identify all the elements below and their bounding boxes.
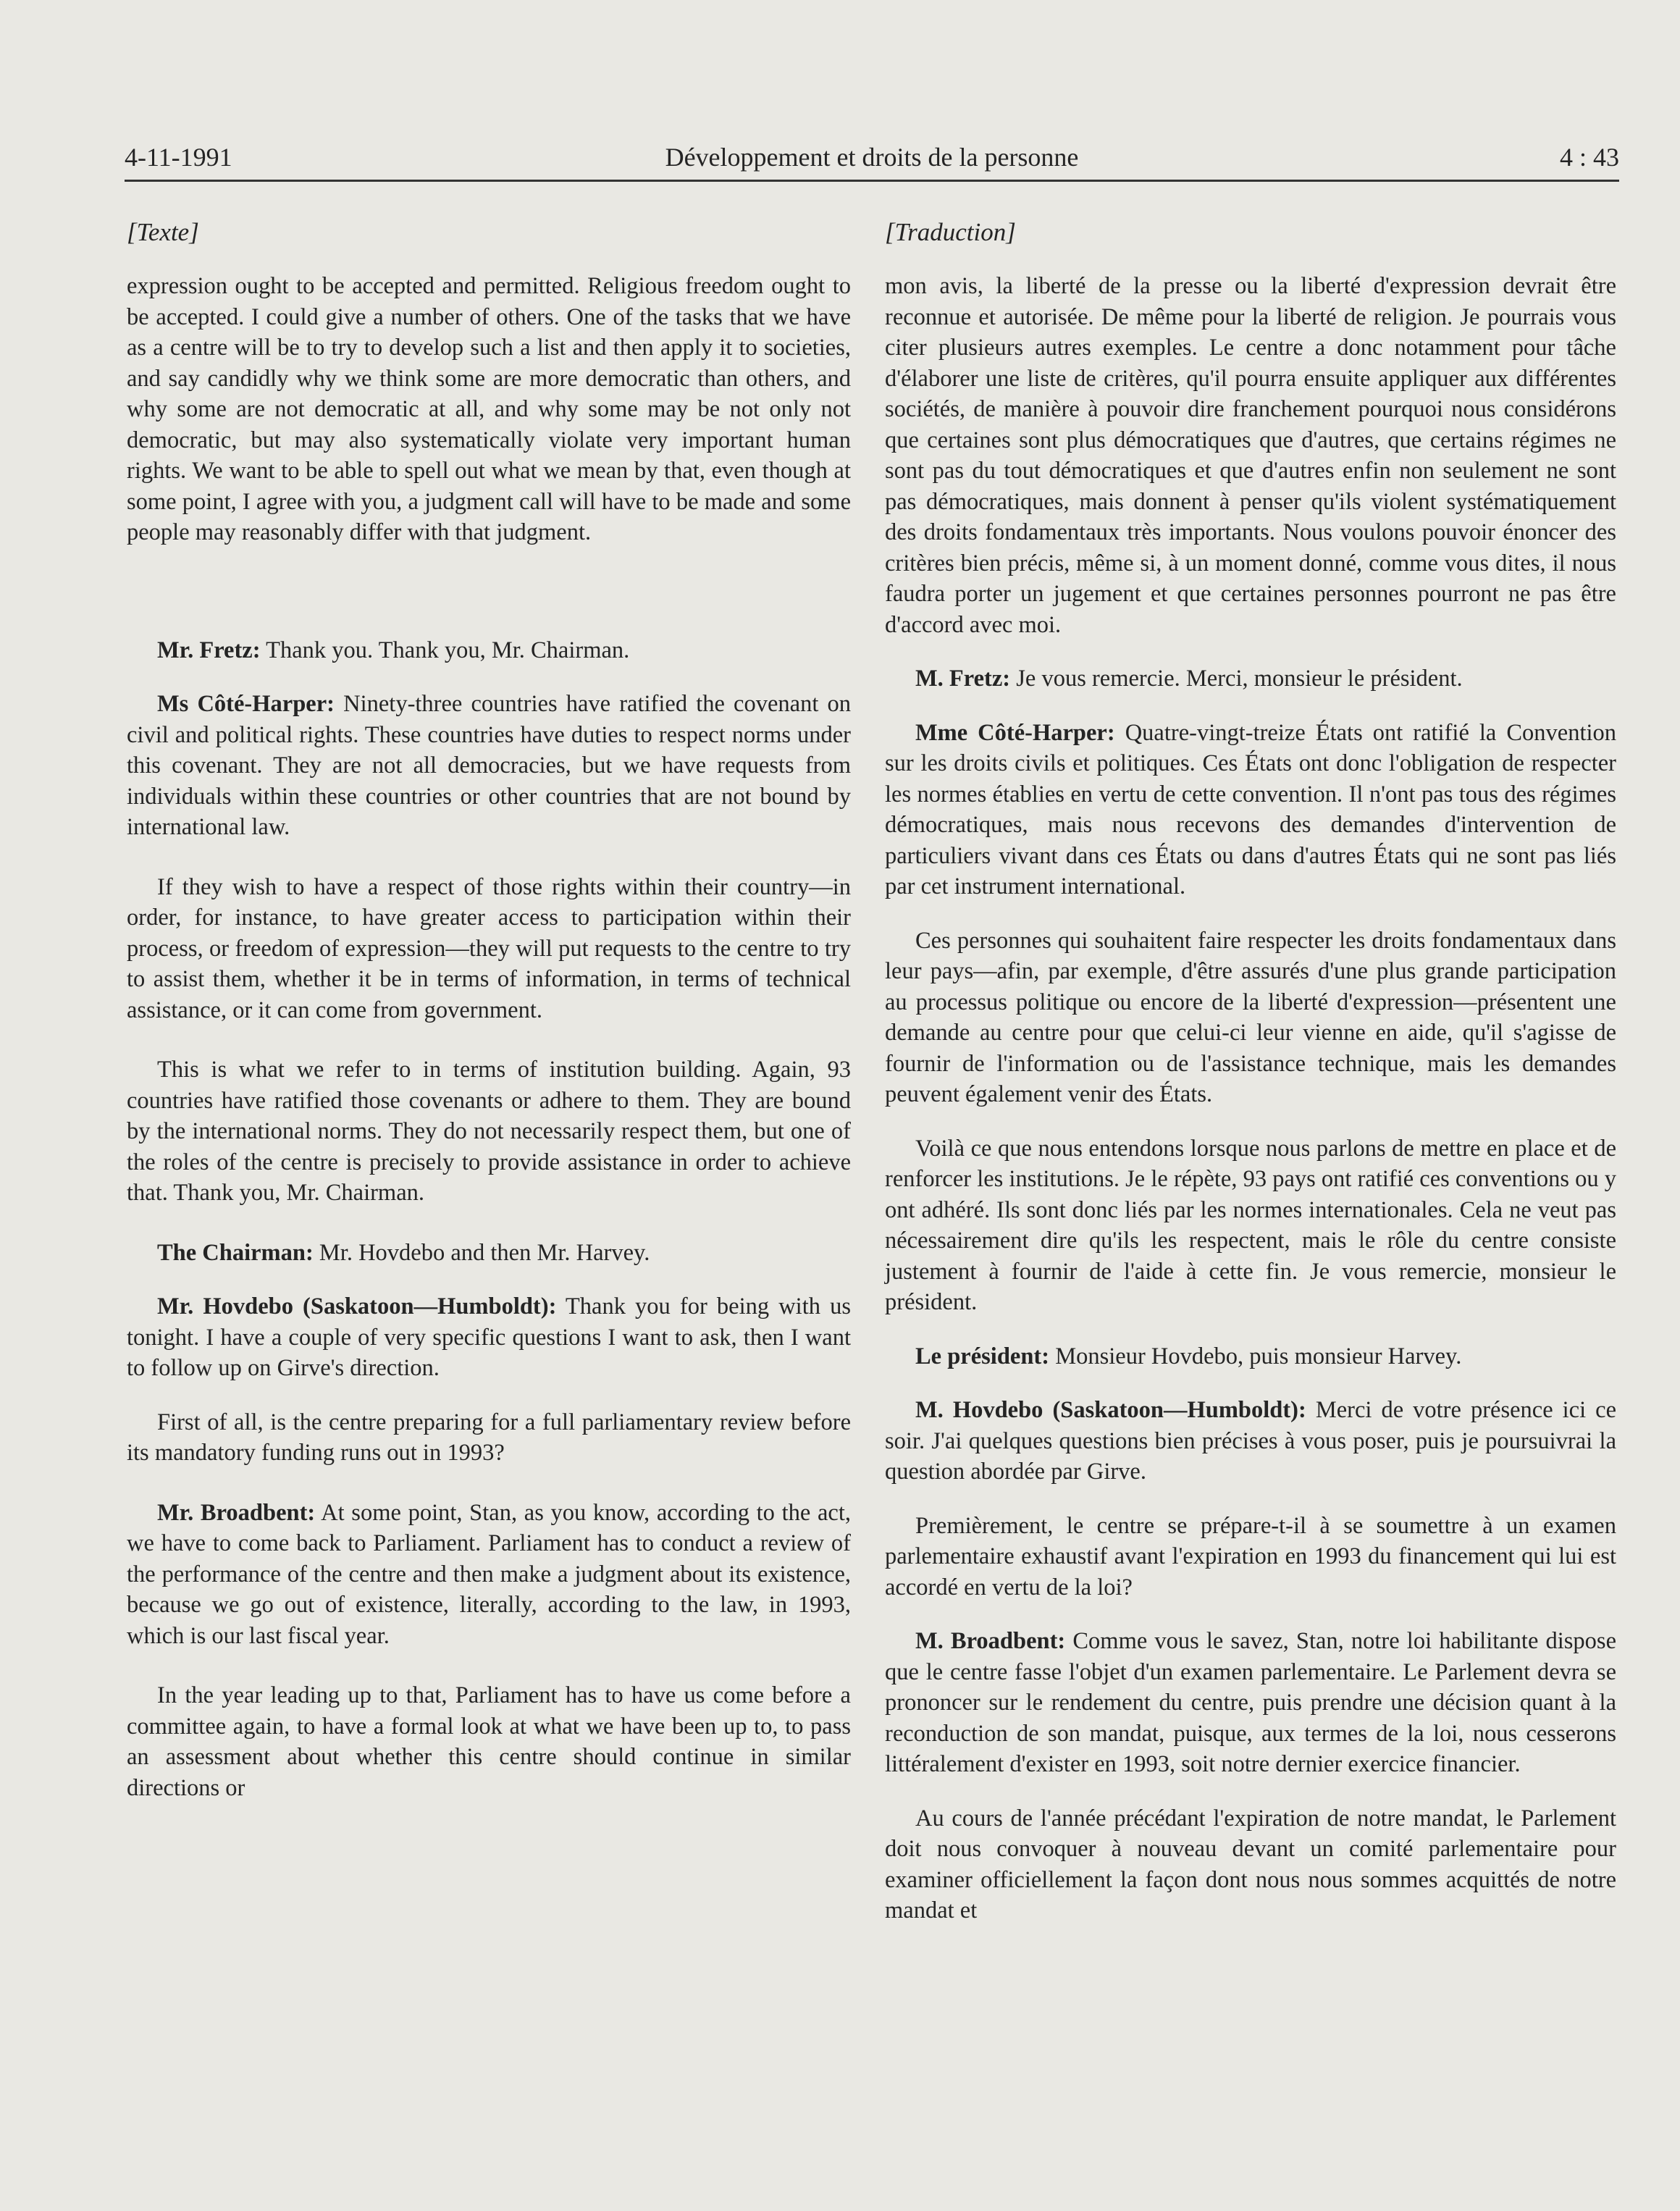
speech-text: Je vous remercie. Merci, monsieur le président.	[1016, 666, 1463, 692]
speech-text: Thank you. Thank you, Mr. Chairman.	[266, 637, 630, 663]
header-page-number: 4 : 43	[1559, 143, 1619, 172]
speaker-paragraph	[127, 1498, 851, 1652]
french-column	[885, 217, 1616, 1926]
paragraph: mon avis, la liberté de la presse ou la liberté d'expression devrait être reconnue et autorisée. De même pour la liberté de religion. Je pourrais vous citer plusieurs autres exemples. Le centre a donc notamment pour tâche d'élaborer une liste de critères, qu'il pourra ensuite appliquer aux différentes sociétés, de manière à pouvoir dire franchement pourquoi nous considérons que certaines sont plus démocratiques que d'autres, que certains régimes ne sont pas du tout démocratiques et que d'autres enfin non seulement ne sont pas démocratiques, mais donnent à penser qu'ils violent systématiquement des droits fondamentaux très importants. Nous voulons pouvoir énoncer des critères bien précis, même si, à un moment donné, comme vous dites, il nous faudra porter un jugement et que certaines personnes pourront ne pas être d'accord avec moi.	[885, 273, 1616, 638]
paragraph: If they wish to have a respect of those rights within their country—in order, for instance, to have greater access to participation within their process, or freedom of expression—they will put requests to the centre to try to assist them, whether it be in terms of information, in terms of technical assistance, or it can come from government.	[127, 873, 851, 1023]
speaker-paragraph	[127, 635, 851, 666]
paragraph: First of all, is the centre preparing for a full parliamentary review before its mandatory funding runs out in 1993?	[127, 1409, 851, 1466]
speech-text: At some point, Stan, as you know, according to the act, we have to come back to Parliament. Parliament has to conduct a review of the performance of the centre and then make a judgment about its existence, because we go out of existence, literally, according to the law, in 1993, which is our last fiscal year.	[127, 1499, 851, 1649]
header-title: Développement et droits de la personne	[665, 143, 1079, 172]
speaker-name: M. Hovdebo (Saskatoon—Humboldt):	[915, 1397, 1306, 1423]
paragraph: Premièrement, le centre se prépare-t-il à se soumettre à un examen parlementaire exhaustif avant l'expiration en 1993 du financement qui lui est accordé en vertu de la loi?	[885, 1512, 1616, 1600]
english-column	[127, 217, 851, 1803]
translation-label: [Traduction]	[885, 218, 1016, 246]
paragraph: Ces personnes qui souhaitent faire respecter les droits fondamentaux dans leur pays—afin, par exemple, d'être assurés d'une plus grande participation au processus politique ou encore de la liberté d'expression—présentent une demande au centre pour que celui-ci leur vienne en aide, qu'il s'agisse de fournir de l'information ou de l'assistance technique, mais les demandes peuvent également venir des États.	[885, 927, 1616, 1107]
speaker-name: Mr. Broadbent:	[157, 1499, 316, 1526]
paragraph: This is what we refer to in terms of institution building. Again, 93 countries have ratified those covenants or adhere to them. They are bound by the international norms. They do not necessarily respect them, but one of the roles of the centre is precisely to provide assistance in order to achieve that. Thank you, Mr. Chairman.	[127, 1057, 851, 1206]
speaker-name: Le président:	[915, 1343, 1050, 1369]
text-label: [Texte]	[127, 218, 199, 246]
speaker-name: The Chairman:	[157, 1239, 314, 1266]
paragraph: Voilà ce que nous entendons lorsque nous parlons de mettre en place et de renforcer les institutions. Je le répète, 93 pays ont ratifié ces conventions ou y ont adhéré. Ils sont donc liés par les normes internationales. Cela ne veut pas nécessairement dire qu'ils les respectent, mais le rôle du centre consiste justement à fournir de l'aide à cette fin. Je vous remercie, monsieur le président.	[885, 1135, 1616, 1315]
speaker-paragraph	[885, 663, 1616, 695]
speech-text: Monsieur Hovdebo, puis monsieur Harvey.	[1055, 1343, 1462, 1369]
speaker-name: Mme Côté-Harper:	[915, 719, 1115, 746]
speech-text: Comme vous le savez, Stan, notre loi habilitante dispose que le centre fasse l'objet d'un examen parlementaire. Le Parlement devra se prononcer sur le rendement du centre, puis prendre une décision quant à la reconduction de son mandat, puisque, aux termes de la loi, nous cesserons littéralement d'exister en 1993, soit notre dernier exercice financier.	[885, 1628, 1616, 1777]
speech-text: Mr. Hovdebo and then Mr. Harvey.	[319, 1239, 650, 1266]
speaker-paragraph	[127, 689, 851, 843]
speaker-name: M. Fretz:	[915, 666, 1011, 692]
paragraph: Au cours de l'année précédant l'expiration de notre mandat, le Parlement doit nous convoquer à nouveau devant un comité parlementaire pour examiner officiellement la façon dont nous nous sommes acquittés de notre mandat et	[885, 1805, 1616, 1923]
header-date: 4-11-1991	[125, 143, 232, 172]
paragraph: expression ought to be accepted and permitted. Religious freedom ought to be accepted. I could give a number of others. One of the tasks that we have as a centre will be to try to develop such a list and then apply it to societies, and say candidly why we think some are more democratic than others, and why some are not democratic at all, and why some may be not only not democratic, but may also systematically violate very important human rights. We want to be able to spell out what we mean by that, even though at some point, I agree with you, a judgment call will have to be made and some people may reasonably differ with that judgment.	[127, 273, 851, 545]
speech-text: Quatre-vingt-treize États ont ratifié la Convention sur les droits civils et politiques. Ces États ont donc l'obligation de respecter les normes établies en vertu de cette convention. Il n'ont pas tous des régimes démocratiques, mais nous recevons des demandes d'intervention de particuliers vivant dans ces États ou dans d'autres États qui ne sont pas liés par cet instrument international.	[885, 719, 1617, 899]
speaker-paragraph	[885, 1341, 1616, 1372]
speaker-paragraph	[885, 718, 1616, 902]
speech-text: Merci de votre présence ici ce soir. J'ai quelques questions bien précises à vous poser, puis je poursuivrai la question abordée par Girve.	[885, 1397, 1617, 1485]
speaker-name: Mr. Fretz:	[157, 637, 261, 663]
speech-text: Ninety-three countries have ratified the covenant on civil and political rights. These countries have duties to respect norms under this covenant. They are not all democracies, but we have requests from individuals within these countries or other countries that are not bound by international law.	[127, 691, 851, 840]
speaker-paragraph	[127, 1291, 851, 1384]
speech-text: Thank you for being with us tonight. I have a couple of very specific questions I want to ask, then I want to follow up on Girve's direction.	[127, 1293, 851, 1381]
speaker-name: M. Broadbent:	[915, 1628, 1066, 1654]
page-header	[125, 129, 1619, 182]
speaker-paragraph	[885, 1395, 1616, 1488]
speaker-name: Mr. Hovdebo (Saskatoon—Humboldt):	[157, 1293, 557, 1320]
speaker-name: Ms Côté-Harper:	[157, 691, 335, 717]
speaker-paragraph	[885, 1626, 1616, 1780]
speaker-paragraph	[127, 1238, 851, 1269]
paragraph: In the year leading up to that, Parliament has to have us come before a committee again, to have a formal look at what we have been up to, to pass an assessment about whether this centre should continue in similar directions or	[127, 1682, 851, 1801]
